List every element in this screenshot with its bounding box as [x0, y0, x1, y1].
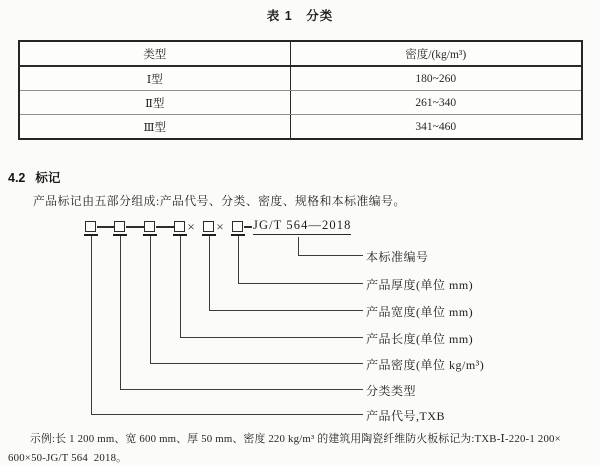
- box-underline: [113, 234, 127, 237]
- dash-separator: [156, 226, 174, 228]
- example-line2: 600×50-JG/T 564 2018。: [8, 452, 128, 464]
- box-underline: [143, 234, 157, 237]
- leader-line: [150, 236, 151, 363]
- times-separator: ×: [187, 218, 195, 234]
- label-product-density: 产品密度(单位 kg/m³): [366, 358, 485, 372]
- designation-box-4: [174, 221, 185, 232]
- leader-line: [209, 236, 210, 310]
- designation-box-6: [232, 221, 243, 232]
- label-product-length: 产品长度(单位 mm): [366, 332, 474, 346]
- section-number: 4.2: [8, 171, 26, 185]
- box-underline: [84, 234, 98, 237]
- example-line1: 示例:长 1 200 mm、宽 600 mm、厚 50 mm、密度 220 kg/m³ 的建筑用陶瓷纤维防火板标记为:TXB-Ⅰ-220-1 200×: [30, 433, 561, 445]
- intro-paragraph: 产品标记由五部分组成:产品代号、分类、密度、规格和本标准编号。: [33, 194, 406, 208]
- leader-line: [150, 363, 363, 364]
- designation-box-3: [144, 221, 155, 232]
- cell-density-2: 261~340: [290, 91, 582, 115]
- leader-line: [120, 236, 121, 389]
- cell-density-1: 180~260: [290, 66, 582, 91]
- col-header-type: 类型: [19, 41, 290, 66]
- standard-number: JG/T 564—2018: [253, 218, 351, 235]
- cell-type-2: Ⅱ型: [19, 91, 290, 115]
- label-product-thickness: 产品厚度(单位 mm): [366, 278, 474, 292]
- leader-line: [180, 236, 181, 337]
- label-product-code: 产品代号,TXB: [366, 409, 446, 423]
- section-title: 标记: [35, 171, 61, 185]
- box-underline: [173, 234, 187, 237]
- box-underline: [231, 234, 245, 237]
- cell-type-1: Ⅰ型: [19, 66, 290, 91]
- cell-type-3: Ⅲ型: [19, 115, 290, 140]
- times-separator: ×: [216, 218, 224, 234]
- label-standard-number: 本标准编号: [366, 250, 429, 264]
- leader-line: [120, 389, 363, 390]
- col-header-density: 密度/(kg/m³): [290, 41, 582, 66]
- leader-line: [238, 283, 363, 284]
- table-caption: 表 1 分类: [266, 9, 334, 23]
- classification-table: [18, 40, 583, 140]
- leader-line: [91, 414, 363, 415]
- table-row: [19, 66, 582, 91]
- table-row: [19, 115, 582, 140]
- dash-separator: [97, 226, 114, 228]
- label-product-width: 产品宽度(单位 mm): [366, 305, 474, 319]
- cell-density-3: 341~460: [415, 120, 457, 133]
- table-header-row: [19, 41, 582, 66]
- dash-separator: [244, 226, 252, 228]
- table-row: [19, 91, 582, 115]
- designation-box-1: [85, 221, 96, 232]
- leader-line: [238, 236, 239, 283]
- leader-line: [180, 337, 363, 338]
- designation-box-2: [114, 221, 125, 232]
- leader-line: [91, 236, 92, 414]
- designation-box-5: [203, 221, 214, 232]
- leader-line: [209, 310, 363, 311]
- dash-separator: [126, 226, 144, 228]
- leader-line: [298, 255, 363, 256]
- box-underline: [202, 234, 216, 237]
- section-heading: [8, 168, 60, 186]
- label-classification: 分类类型: [366, 384, 417, 398]
- leader-line: [298, 237, 299, 255]
